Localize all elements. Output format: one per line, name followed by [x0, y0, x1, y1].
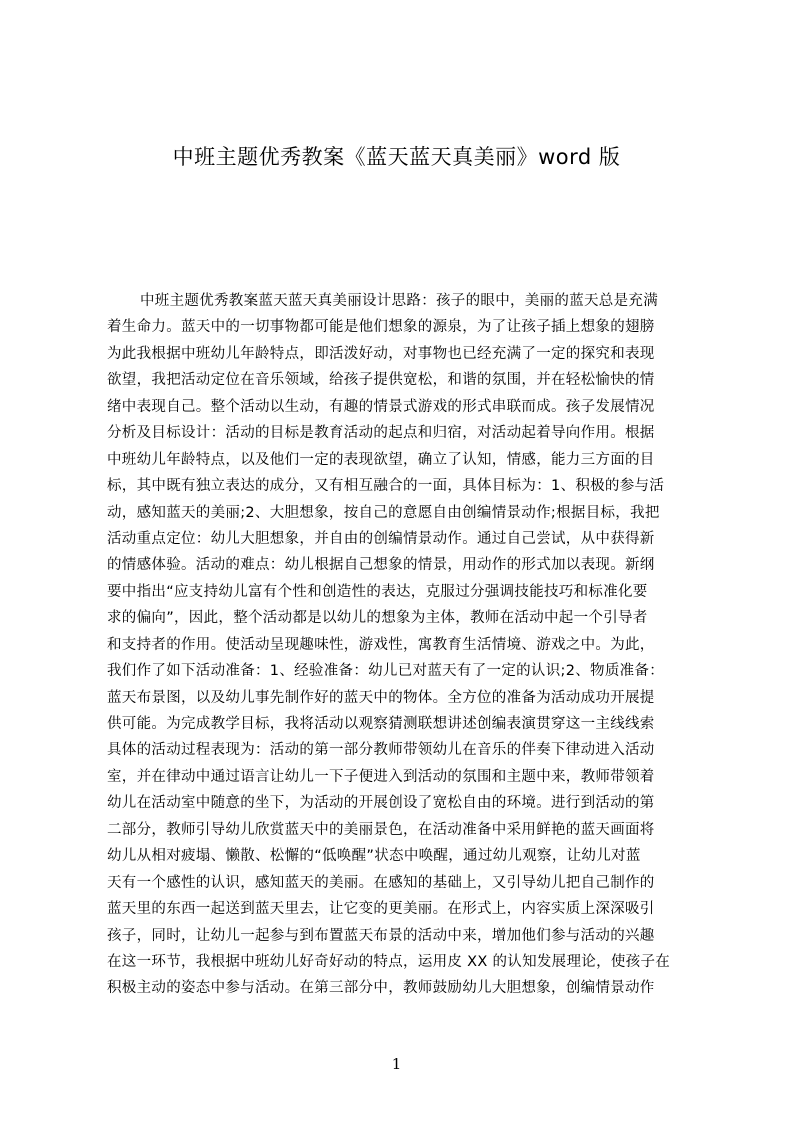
- body-line: 和支持者的作用。使活动呈现趣味性，游戏性，寓教育生活情境、游戏之中。为此，: [107, 636, 655, 653]
- body-line: 中班主题优秀教案蓝天蓝天真美丽设计思路：孩子的眼中，美丽的蓝天总是充满: [140, 293, 658, 309]
- body-line: 在这一环节，我根据中班幼儿好奇好动的特点，运用皮 XX 的认知发展理论，使孩子在: [107, 953, 671, 970]
- body-line: 蓝天里的东西一起送到蓝天里去，让它变的更美丽。在形式上，内容实质上深深吸引: [107, 901, 655, 918]
- body-line: 要中指出“应支持幼儿富有个性和创造性的表达，克服过分强调技能技巧和标准化要: [107, 583, 648, 600]
- body-line: 积极主动的姿态中参与活动。在第三部分中，教师鼓励幼儿大胆想象，创编情景动作: [107, 980, 655, 997]
- body-line: 动，感知蓝天的美丽;2、大胆想象，按自己的意愿自由创编情景动作;根据目标，我把: [107, 504, 660, 521]
- body-line: 绪中表现自己。整个活动以生动，有趣的情景式游戏的形式串联而成。孩子发展情况: [107, 398, 655, 415]
- page-number: 1: [391, 1055, 402, 1073]
- body-line: 求的偏向”，因此，整个活动都是以幼儿的想象为主体，教师在活动中起一个引导者: [107, 610, 648, 627]
- body-line: 中班幼儿年龄特点，以及他们一定的表现欲望，确立了认知，情感，能力三方面的目: [107, 451, 655, 468]
- body-line: 我们作了如下活动准备：1、经验准备：幼儿已对蓝天有了一定的认识;2、物质准备：: [107, 663, 665, 680]
- body-line: 供可能。为完成教学目标，我将活动以观察猜测联想讲述创编表演贯穿这一主线线索: [107, 716, 655, 732]
- body-line: 为此我根据中班幼儿年龄特点，即活泼好动，对事物也已经充满了一定的探究和表现: [107, 345, 655, 362]
- body-line: 室，并在律动中通过语言让幼儿一下子便进入到活动的氛围和主题中来，教师带领着: [107, 768, 655, 785]
- body-line: 幼儿在活动室中随意的坐下，为活动的开展创设了宽松自由的环境。进行到活动的第: [107, 795, 655, 812]
- document-title: 中班主题优秀教案《蓝天蓝天真美丽》word 版: [172, 145, 621, 169]
- body-line: 幼儿从相对疲塌、懒散、松懈的“低唤醒”状态中唤醒，通过幼儿观察，让幼儿对蓝: [107, 848, 641, 865]
- body-line: 蓝天布景图，以及幼儿事先制作好的蓝天中的物体。全方位的准备为活动成功开展提: [107, 689, 655, 706]
- document-body: [107, 288, 698, 1030]
- body-line: 具体的活动过程表现为：活动的第一部分教师带领幼儿在音乐的伴奏下律动进入活动: [107, 742, 655, 759]
- body-line: 二部分，教师引导幼儿欣赏蓝天中的美丽景色，在活动准备中采用鲜艳的蓝天画面将: [107, 821, 655, 838]
- body-line: 欲望，我把活动定位在音乐领域，给孩子提供宽松，和谐的氛围，并在轻松愉快的情: [107, 372, 655, 389]
- body-line: 分析及目标设计：活动的目标是教育活动的起点和归宿，对活动起着导向作用。根据: [107, 425, 655, 442]
- body-line: 天有一个感性的认识，感知蓝天的美丽。在感知的基础上，又引导幼儿把自己制作的: [107, 874, 655, 891]
- body-line: 活动重点定位：幼儿大胆想象，并自由的创编情景动作。通过自己尝试，从中获得新: [107, 530, 655, 547]
- body-line: 的情感体验。活动的难点：幼儿根据自己想象的情景，用动作的形式加以表现。新纲: [107, 557, 655, 574]
- body-line: 着生命力。蓝天中的一切事物都可能是他们想象的源泉，为了让孩子插上想象的翅膀: [107, 319, 655, 336]
- body-line: 标，其中既有独立表达的成分，又有相互融合的一面，具体目标为：1、积极的参与活: [107, 478, 665, 495]
- body-line: 孩子，同时，让幼儿一起参与到布置蓝天布景的活动中来，增加他们参与活动的兴趣: [107, 927, 655, 944]
